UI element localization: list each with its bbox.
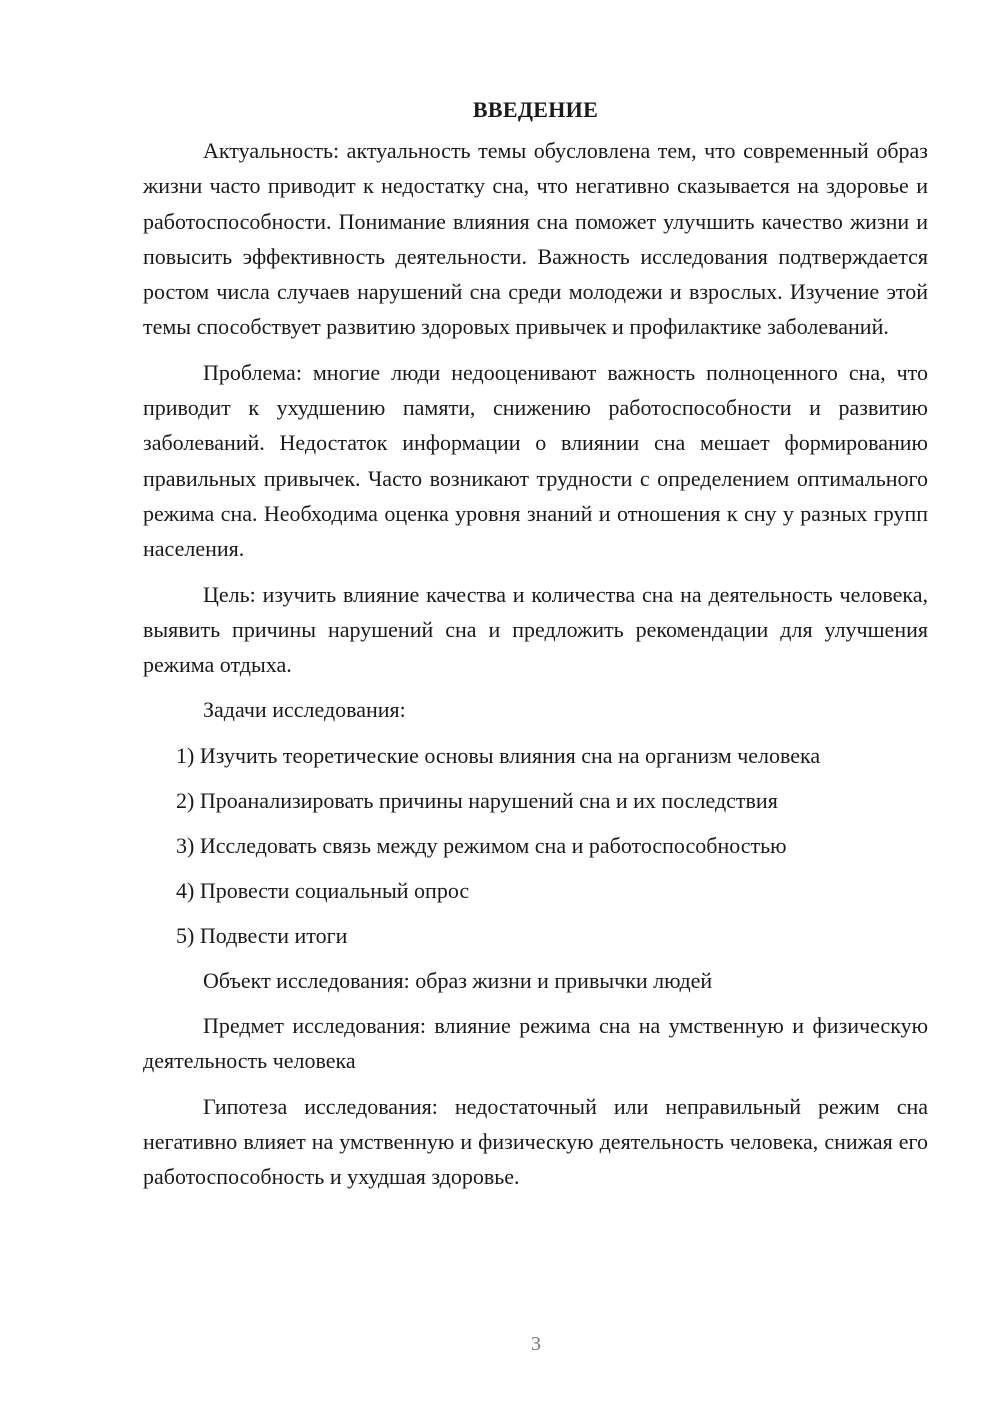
tasks-list <box>143 738 928 953</box>
section-title: ВВЕДЕНИЕ <box>472 97 599 122</box>
tasks-heading: Задачи исследования: <box>203 697 406 723</box>
document-page <box>143 92 928 1205</box>
list-item: 1) Изучить теоретические основы влияния сна на организм человека <box>176 742 821 768</box>
hypothesis-paragraph: Гипотеза исследования: недостаточный или неправильный режим сна негативно влияет на умственную и физическую деятельность человека, снижая его работоспособность и ухудшая здоровье. <box>143 1093 928 1190</box>
list-item: 2) Проанализировать причины нарушений сна и их последствия <box>176 787 778 813</box>
page-number: 3 <box>531 1333 541 1355</box>
list-item: 4) Провести социальный опрос <box>176 877 470 903</box>
list-item: 5) Подвести итоги <box>176 922 348 948</box>
subject-paragraph: Предмет исследования: влияние режима сна на умственную и физическую деятельность человека <box>143 1013 928 1074</box>
goal-paragraph: Цель: изучить влияние качества и количества сна на деятельность человека, выявить причины нарушений сна и предложить рекомендации для улучшения режима отдыха. <box>143 581 928 678</box>
relevance-paragraph: Актуальность: актуальность темы обусловлена тем, что современный образ жизни часто приводит к недостатку сна, что негативно сказывается на здоровье и работоспособности. Понимание влияния сна поможет улучшить качество жизни и повысить эффективность деятельности. Важность исследования подтверждается ростом числа случаев нарушений сна среди молодежи и взрослых. Изучение этой темы способствует развитию здоровых привычек и профилактике заболеваний. <box>143 138 928 340</box>
list-item: 3) Исследовать связь между режимом сна и работоспособностью <box>176 832 787 858</box>
object-paragraph: Объект исследования: образ жизни и привычки людей <box>203 967 713 993</box>
problem-paragraph: Проблема: многие люди недооценивают важность полноценного сна, что приводит к ухудшению памяти, снижению работоспособности и развитию заболеваний. Недостаток информации о влиянии сна мешает формированию правильных привычек. Часто возникают трудности с определением оптимального режима сна. Необходима оценка уровня знаний и отношения к сну у разных групп населения. <box>143 359 928 562</box>
